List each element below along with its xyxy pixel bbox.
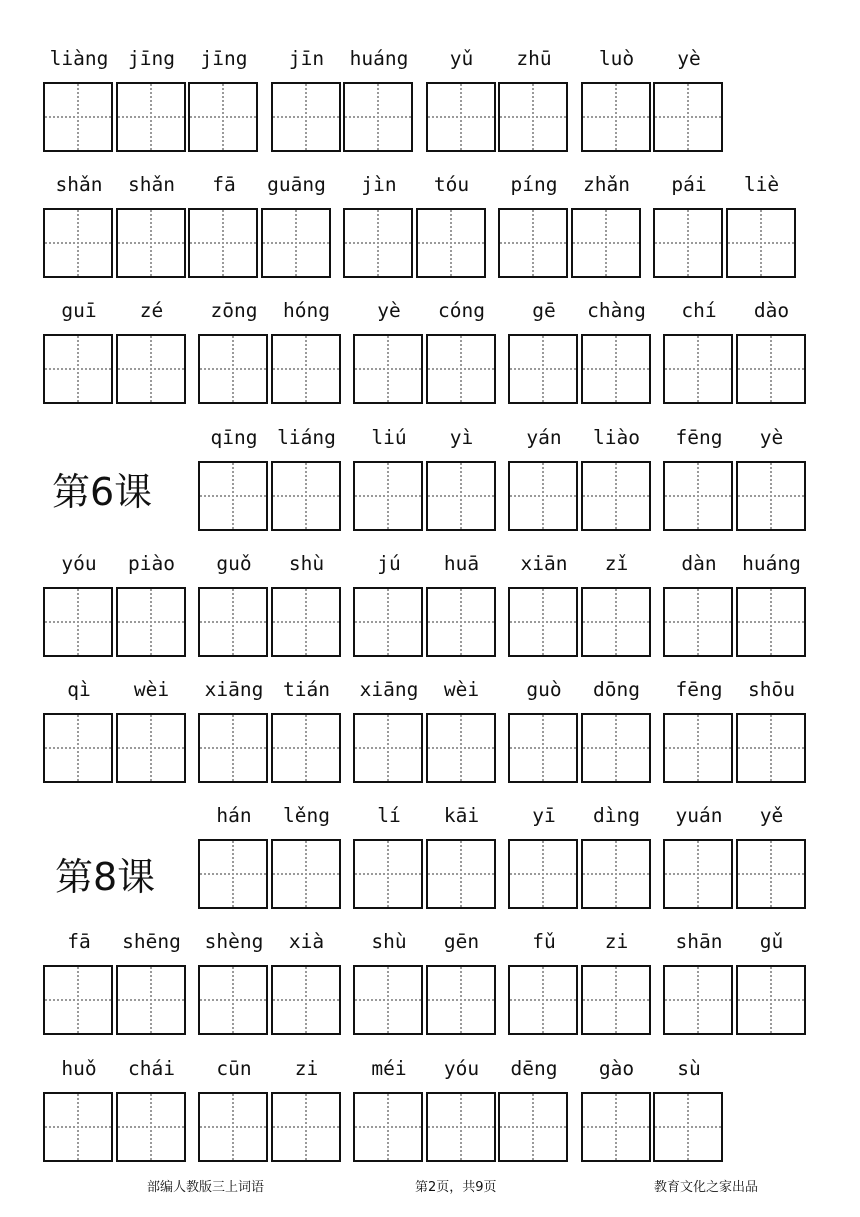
tianzige-writing-box[interactable] <box>581 1092 651 1162</box>
footer-page-number: 第2页，共9页 <box>415 1180 497 1195</box>
character-cell <box>426 929 498 1034</box>
character-cell <box>508 551 580 656</box>
character-cell <box>116 677 188 782</box>
pinyin-label: shōu <box>748 678 795 701</box>
pinyin-label: shān <box>675 930 723 954</box>
tianzige-writing-box[interactable] <box>508 334 578 404</box>
pinyin-label: huáng <box>742 551 801 575</box>
tianzige-writing-box[interactable] <box>116 713 186 783</box>
pinyin-label: guǒ <box>216 551 252 575</box>
word-row <box>0 677 860 782</box>
character-cell <box>116 1056 188 1161</box>
pinyin-label: dēng <box>510 1056 558 1080</box>
character-cell <box>188 46 260 151</box>
tianzige-writing-box[interactable] <box>271 461 341 531</box>
word-row <box>0 172 860 277</box>
tianzige-writing-box[interactable] <box>426 965 496 1035</box>
tianzige-writing-box[interactable] <box>653 82 723 152</box>
pinyin-label: zi <box>294 1056 319 1080</box>
pinyin-label: zōng <box>210 299 258 323</box>
pinyin-label: lí <box>377 804 401 828</box>
character-cell <box>353 298 425 403</box>
tianzige-writing-box[interactable] <box>426 82 496 152</box>
character-cell <box>508 298 580 403</box>
word-row <box>0 1056 860 1161</box>
character-cell <box>426 46 498 151</box>
tianzige-writing-box[interactable] <box>581 713 651 783</box>
pinyin-label: guò <box>526 678 562 701</box>
character-cell <box>43 46 115 151</box>
pinyin-label: xiāng <box>204 678 264 701</box>
pinyin-label: chí <box>681 299 717 323</box>
character-cell <box>353 425 425 530</box>
pinyin-label: hóng <box>283 299 330 323</box>
pinyin-label: jīng <box>128 47 175 70</box>
character-cell <box>43 172 115 277</box>
tianzige-writing-box[interactable] <box>198 587 268 657</box>
tianzige-writing-box[interactable] <box>498 208 568 278</box>
character-cell <box>581 425 653 530</box>
tianzige-writing-box[interactable] <box>198 1092 268 1162</box>
tianzige-writing-box[interactable] <box>508 713 578 783</box>
tianzige-writing-box[interactable] <box>426 713 496 783</box>
character-cell <box>198 677 270 782</box>
pinyin-label: shù <box>371 930 407 954</box>
pinyin-label: zǐ <box>604 551 629 575</box>
character-cell <box>353 803 425 908</box>
character-cell <box>663 551 735 656</box>
tianzige-writing-box[interactable] <box>353 839 423 909</box>
tianzige-writing-box[interactable] <box>116 965 186 1035</box>
pinyin-label: gē <box>532 299 556 323</box>
tianzige-writing-box[interactable] <box>271 839 341 909</box>
tianzige-writing-box[interactable] <box>43 208 113 278</box>
pinyin-label: yè <box>677 47 701 70</box>
character-cell <box>43 551 115 656</box>
pinyin-label: yǔ <box>449 47 474 70</box>
pinyin-label: jú <box>377 551 401 575</box>
tianzige-writing-box[interactable] <box>116 334 186 404</box>
pinyin-label: yè <box>759 425 784 449</box>
tianzige-writing-box[interactable] <box>736 713 806 783</box>
character-cell <box>271 298 343 403</box>
pinyin-label: fā <box>212 173 236 197</box>
word-row <box>0 551 860 656</box>
character-cell <box>736 929 808 1034</box>
character-cell <box>43 1056 115 1161</box>
tianzige-writing-box[interactable] <box>271 334 341 404</box>
tianzige-writing-box[interactable] <box>508 587 578 657</box>
tianzige-writing-box[interactable] <box>198 713 268 783</box>
pinyin-label: pái <box>671 173 707 197</box>
pinyin-label: xià <box>288 930 325 954</box>
tianzige-writing-box[interactable] <box>426 334 496 404</box>
character-cell <box>498 172 570 277</box>
character-cell <box>736 425 808 530</box>
tianzige-writing-box[interactable] <box>653 1092 723 1162</box>
pinyin-label: jìn <box>361 173 397 197</box>
pinyin-label: zé <box>139 299 164 323</box>
tianzige-writing-box[interactable] <box>116 208 186 278</box>
character-cell <box>271 929 343 1034</box>
character-cell <box>198 1056 270 1161</box>
character-cell <box>43 929 115 1034</box>
pinyin-label: wèi <box>133 678 170 701</box>
tianzige-writing-box[interactable] <box>736 587 806 657</box>
tianzige-writing-box[interactable] <box>43 1092 113 1162</box>
character-cell <box>116 298 188 403</box>
character-cell <box>498 46 570 151</box>
character-cell <box>116 172 188 277</box>
pinyin-label: shù <box>288 551 325 575</box>
tianzige-writing-box[interactable] <box>581 461 651 531</box>
character-cell <box>271 803 343 908</box>
pinyin-label: dào <box>753 299 790 323</box>
tianzige-writing-box[interactable] <box>498 82 568 152</box>
tianzige-writing-box[interactable] <box>116 587 186 657</box>
pinyin-label: cóng <box>438 299 485 323</box>
tianzige-writing-box[interactable] <box>726 208 796 278</box>
tianzige-writing-box[interactable] <box>271 1092 341 1162</box>
tianzige-writing-box[interactable] <box>426 839 496 909</box>
tianzige-writing-box[interactable] <box>198 334 268 404</box>
character-cell <box>663 298 735 403</box>
pinyin-label: qì <box>67 678 91 701</box>
character-cell <box>571 172 643 277</box>
tianzige-writing-box[interactable] <box>736 334 806 404</box>
pinyin-label: luò <box>598 47 635 70</box>
tianzige-writing-box[interactable] <box>736 461 806 531</box>
character-cell <box>508 425 580 530</box>
character-cell <box>353 929 425 1034</box>
character-cell <box>736 677 808 782</box>
character-cell <box>653 1056 725 1161</box>
character-cell <box>343 46 415 151</box>
pinyin-label: fēng <box>675 425 723 449</box>
tianzige-writing-box[interactable] <box>663 965 733 1035</box>
pinyin-label: yán <box>526 425 562 449</box>
pinyin-label: shēng <box>122 930 181 954</box>
character-cell <box>271 677 343 782</box>
tianzige-writing-box[interactable] <box>198 461 268 531</box>
tianzige-writing-box[interactable] <box>43 965 113 1035</box>
pinyin-label: sù <box>677 1056 701 1080</box>
tianzige-writing-box[interactable] <box>581 82 651 152</box>
footer-book-title: 部编人教版三上词语 <box>147 1180 265 1195</box>
tianzige-writing-box[interactable] <box>498 1092 568 1162</box>
tianzige-writing-box[interactable] <box>116 1092 186 1162</box>
character-cell <box>581 1056 653 1161</box>
tianzige-writing-box[interactable] <box>271 587 341 657</box>
pinyin-label: dōng <box>593 678 640 701</box>
pinyin-label: méi <box>371 1056 407 1080</box>
character-cell <box>508 677 580 782</box>
character-cell <box>498 1056 570 1161</box>
character-cell <box>581 551 653 656</box>
pinyin-label: yě <box>759 804 784 828</box>
tianzige-writing-box[interactable] <box>581 965 651 1035</box>
pinyin-label: yì <box>449 425 474 449</box>
lesson-heading: 第8课 <box>55 855 156 899</box>
pinyin-label: shèng <box>204 930 264 954</box>
tianzige-writing-box[interactable] <box>188 82 258 152</box>
pinyin-label: fā <box>67 930 91 954</box>
character-cell <box>663 677 735 782</box>
pinyin-label: lěng <box>283 804 330 828</box>
character-cell <box>116 46 188 151</box>
tianzige-writing-box[interactable] <box>426 461 496 531</box>
tianzige-writing-box[interactable] <box>581 334 651 404</box>
pinyin-label: yuán <box>675 804 723 828</box>
tianzige-writing-box[interactable] <box>353 461 423 531</box>
character-cell <box>426 425 498 530</box>
pinyin-label: huā <box>443 551 480 575</box>
tianzige-writing-box[interactable] <box>188 208 258 278</box>
character-cell <box>581 298 653 403</box>
tianzige-writing-box[interactable] <box>43 587 113 657</box>
tianzige-writing-box[interactable] <box>508 965 578 1035</box>
pinyin-label: liáng <box>277 425 336 449</box>
pinyin-label: dìng <box>593 804 640 828</box>
tianzige-writing-box[interactable] <box>663 461 733 531</box>
character-cell <box>663 929 735 1034</box>
character-cell <box>271 1056 343 1161</box>
tianzige-writing-box[interactable] <box>736 965 806 1035</box>
tianzige-writing-box[interactable] <box>43 713 113 783</box>
character-cell <box>353 677 425 782</box>
tianzige-writing-box[interactable] <box>343 208 413 278</box>
pinyin-label: xiān <box>520 551 568 575</box>
character-cell <box>653 46 725 151</box>
tianzige-writing-box[interactable] <box>663 713 733 783</box>
character-cell <box>581 803 653 908</box>
pinyin-label: fēng <box>675 678 723 701</box>
character-cell <box>188 172 260 277</box>
pinyin-label: liào <box>593 425 640 449</box>
pinyin-label: gǔ <box>759 930 784 954</box>
pinyin-label: xiāng <box>359 678 419 701</box>
pinyin-label: zhǎn <box>583 173 630 197</box>
pinyin-label: yóu <box>61 551 97 575</box>
character-cell <box>426 803 498 908</box>
pinyin-label: qīng <box>210 425 258 449</box>
character-cell <box>508 929 580 1034</box>
pinyin-label: huǒ <box>61 1056 97 1080</box>
character-cell <box>116 551 188 656</box>
pinyin-label: hán <box>216 804 252 828</box>
pinyin-label: liè <box>743 173 780 197</box>
pinyin-label: gào <box>598 1056 635 1080</box>
pinyin-label: huáng <box>349 47 409 70</box>
tianzige-writing-box[interactable] <box>581 587 651 657</box>
character-cell <box>353 551 425 656</box>
tianzige-writing-box[interactable] <box>663 587 733 657</box>
character-cell <box>663 425 735 530</box>
pinyin-label: píng <box>510 173 558 197</box>
pinyin-label: guī <box>61 299 97 323</box>
pinyin-label: jīn <box>288 47 325 70</box>
tianzige-writing-box[interactable] <box>581 839 651 909</box>
tianzige-writing-box[interactable] <box>353 334 423 404</box>
character-cell <box>581 46 653 151</box>
pinyin-label: gēn <box>443 930 480 954</box>
character-cell <box>261 172 333 277</box>
word-row <box>0 46 860 151</box>
character-cell <box>426 551 498 656</box>
tianzige-writing-box[interactable] <box>271 82 341 152</box>
pinyin-label: jīng <box>200 47 248 70</box>
pinyin-label: yī <box>532 804 556 828</box>
tianzige-writing-box[interactable] <box>663 839 733 909</box>
character-cell <box>426 298 498 403</box>
character-cell <box>198 425 270 530</box>
tianzige-writing-box[interactable] <box>653 208 723 278</box>
character-cell <box>43 298 115 403</box>
character-cell <box>581 677 653 782</box>
character-cell <box>416 172 488 277</box>
tianzige-writing-box[interactable] <box>508 461 578 531</box>
tianzige-writing-box[interactable] <box>198 839 268 909</box>
character-cell <box>736 298 808 403</box>
tianzige-writing-box[interactable] <box>736 839 806 909</box>
tianzige-writing-box[interactable] <box>426 1092 496 1162</box>
pinyin-label: tóu <box>433 173 470 197</box>
tianzige-writing-box[interactable] <box>353 713 423 783</box>
tianzige-writing-box[interactable] <box>571 208 641 278</box>
tianzige-writing-box[interactable] <box>271 713 341 783</box>
character-cell <box>198 551 270 656</box>
character-cell <box>353 1056 425 1161</box>
character-cell <box>736 551 808 656</box>
tianzige-writing-box[interactable] <box>353 1092 423 1162</box>
pinyin-label: zi <box>604 930 629 954</box>
pinyin-label: guāng <box>267 173 326 197</box>
tianzige-writing-box[interactable] <box>663 334 733 404</box>
tianzige-writing-box[interactable] <box>353 965 423 1035</box>
character-cell <box>271 46 343 151</box>
pinyin-label: kāi <box>443 804 480 828</box>
pinyin-label: yóu <box>443 1056 480 1080</box>
character-cell <box>271 425 343 530</box>
tianzige-writing-box[interactable] <box>43 82 113 152</box>
pinyin-label: shǎn <box>128 173 175 197</box>
tianzige-writing-box[interactable] <box>416 208 486 278</box>
character-cell <box>426 677 498 782</box>
tianzige-writing-box[interactable] <box>271 965 341 1035</box>
tianzige-writing-box[interactable] <box>198 965 268 1035</box>
character-cell <box>663 803 735 908</box>
tianzige-writing-box[interactable] <box>261 208 331 278</box>
pinyin-label: chái <box>128 1056 175 1080</box>
character-cell <box>116 929 188 1034</box>
pinyin-label: cūn <box>216 1056 252 1080</box>
tianzige-writing-box[interactable] <box>343 82 413 152</box>
character-cell <box>653 172 725 277</box>
tianzige-writing-box[interactable] <box>426 587 496 657</box>
word-row <box>0 929 860 1034</box>
character-cell <box>198 298 270 403</box>
pinyin-label: wèi <box>443 678 480 701</box>
lesson-heading: 第6课 <box>52 470 153 514</box>
footer-publisher: 教育文化之家出品 <box>654 1180 759 1195</box>
tianzige-writing-box[interactable] <box>508 839 578 909</box>
character-cell <box>343 172 415 277</box>
pinyin-label: chàng <box>587 299 646 323</box>
character-cell <box>271 551 343 656</box>
character-cell <box>43 677 115 782</box>
character-cell <box>581 929 653 1034</box>
character-cell <box>426 1056 498 1161</box>
pinyin-label: yè <box>377 299 401 323</box>
character-cell <box>198 803 270 908</box>
pinyin-label: liàng <box>49 47 109 70</box>
character-cell <box>726 172 798 277</box>
pinyin-label: dàn <box>681 551 717 575</box>
tianzige-writing-box[interactable] <box>43 334 113 404</box>
pinyin-label: fǔ <box>532 930 556 954</box>
pinyin-label: zhū <box>516 47 552 70</box>
character-cell <box>736 803 808 908</box>
pinyin-label: tián <box>283 678 330 701</box>
tianzige-writing-box[interactable] <box>353 587 423 657</box>
word-row <box>0 298 860 403</box>
pinyin-label: shǎn <box>55 173 103 197</box>
pinyin-label: piào <box>128 551 175 575</box>
character-cell <box>508 803 580 908</box>
pinyin-label: liú <box>371 425 407 449</box>
tianzige-writing-box[interactable] <box>116 82 186 152</box>
character-cell <box>198 929 270 1034</box>
